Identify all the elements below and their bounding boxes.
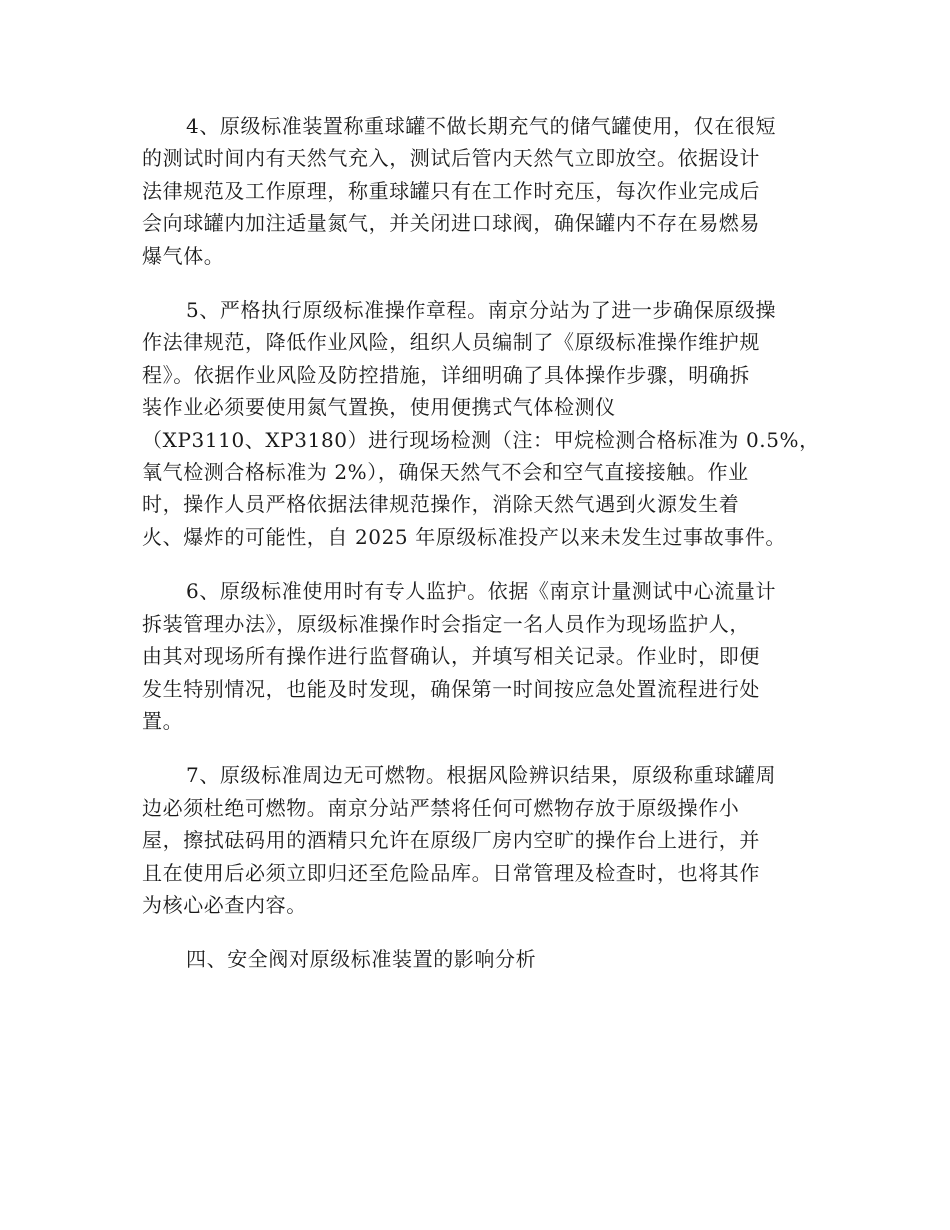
paragraph-line: 作法律规范，降低作业风险，组织人员编制了《原级标准操作维护规 xyxy=(142,330,760,355)
paragraph-line: 6、原级标准使用时有专人监护。依据《南京计量测试中心流量计 xyxy=(186,579,777,604)
paragraph-line: 时，操作人员严格依据法律规范操作，消除天然气遇到火源发生着 xyxy=(142,492,740,517)
paragraph-5 xyxy=(142,294,820,553)
paragraph-line: 7、原级标准周边无可燃物。根据风险辨识结果，原级称重球罐周 xyxy=(186,763,777,788)
paragraph-line: 边必须杜绝可燃物。南京分站严禁将任何可燃物存放于原级操作小 xyxy=(142,795,740,820)
paragraph-line: 会向球罐内加注适量氮气，并关闭进口球阀，确保罐内不存在易燃易 xyxy=(142,211,760,236)
paragraph-line: 且在使用后必须立即归还至危险品库。日常管理及检查时，也将其作 xyxy=(142,860,760,885)
section-heading: 四、安全阀对原级标准装置的影响分析 xyxy=(186,947,537,972)
paragraph-line: 置。 xyxy=(142,708,184,733)
paragraph-line: 装作业必须要使用氮气置换，使用便携式气体检测仪 xyxy=(142,395,616,420)
paragraph-line: 程》。依据作业风险及防控措施，详细明确了具体操作步骤，明确拆 xyxy=(142,362,750,387)
paragraph-line: 法律规范及工作原理，称重球罐只有在工作时充压，每次作业完成后 xyxy=(142,178,760,203)
paragraph-6 xyxy=(142,575,810,737)
paragraph-line: 为核心必查内容。 xyxy=(142,892,307,917)
paragraph-line: 的测试时间内有天然气充入，测试后管内天然气立即放空。依据设计 xyxy=(142,146,760,171)
paragraph-line: 屋，擦拭砝码用的酒精只允许在原级厂房内空旷的操作台上进行，并 xyxy=(142,828,760,853)
paragraph-line: 火、爆炸的可能性，自 2025 年原级标准投产以来未发生过事故事件。 xyxy=(142,524,787,549)
paragraph-line: 5、严格执行原级标准操作章程。南京分站为了进一步确保原级操 xyxy=(186,298,777,323)
paragraph-line: 拆装管理办法》，原级标准操作时会指定一名人员作为现场监护人， xyxy=(142,611,750,636)
paragraph-line: 爆气体。 xyxy=(142,243,225,268)
paragraph-4 xyxy=(142,110,810,272)
paragraph-line: 由其对现场所有操作进行监督确认，并填写相关记录。作业时，即便 xyxy=(142,644,760,669)
paragraph-7 xyxy=(142,759,810,921)
paragraph-line: 发生特别情况，也能及时发现，确保第一时间按应急处置流程进行处 xyxy=(142,676,760,701)
paragraph-line: 4、原级标准装置称重球罐不做长期充气的储气罐使用，仅在很短 xyxy=(186,114,777,138)
paragraph-line: （XP3110、XP3180）进行现场检测（注：甲烷检测合格标准为 0.5%， xyxy=(142,427,820,452)
paragraph-line: 氧气检测合格标准为 2%），确保天然气不会和空气直接接触。作业 xyxy=(142,460,749,485)
